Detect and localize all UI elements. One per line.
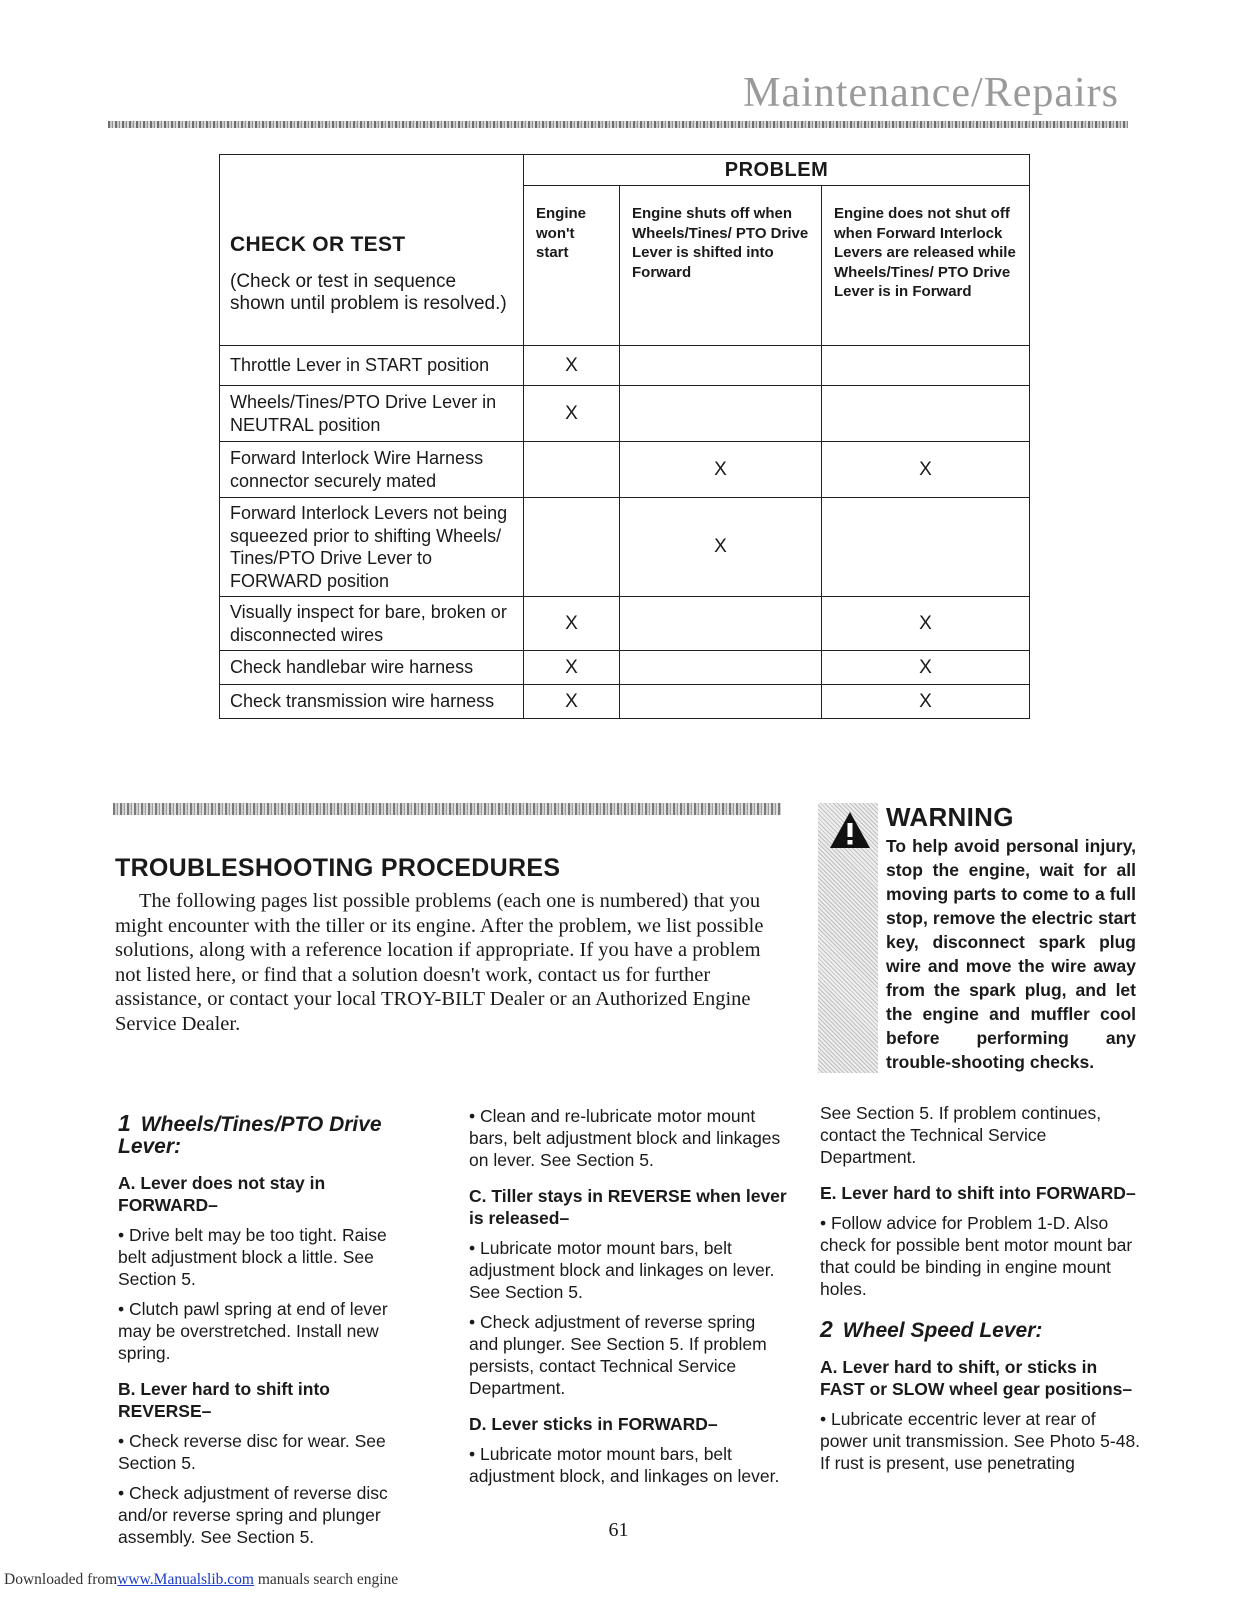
solution-item: See Section 5. If problem continues, contact the Technical Service Department. — [820, 1103, 1102, 1167]
footer-prefix: Downloaded from — [4, 1571, 118, 1588]
subproblem-title: B. Lever hard to shift into REVERSE– — [118, 1379, 330, 1421]
row-label: Forward Interlock Levers not being squeezed prior to shifting Wheels/ Tines/PTO Drive Lever to FORWARD position — [220, 498, 524, 597]
column-header: Engine won't start — [524, 186, 620, 346]
check-or-test-header — [220, 155, 524, 346]
problem-title: Wheel Speed Lever: — [842, 1319, 1043, 1342]
table-row — [220, 597, 1030, 651]
intro-paragraph: The following pages list possible problems (each one is numbered) that you might encounter with the tiller or its engine. After the problem, we list possible solutions, along with a reference location if appropriate. If you have a problem not listed here, or find that a solution doesn't work, contact us for further assistance, or contact your local TROY-BILT Dealer or an Authorized Engine Service Dealer. — [115, 890, 764, 1035]
problem-title: Wheels/Tines/PTO Drive Lever: — [118, 1113, 382, 1158]
row-label: Check transmission wire harness — [220, 685, 524, 719]
check-mark: X — [524, 346, 620, 386]
subproblem-title: C. Tiller stays in REVERSE when lever is released– — [469, 1186, 787, 1228]
row-label: Check handlebar wire harness — [220, 651, 524, 685]
check-mark — [822, 498, 1030, 597]
table-row — [220, 386, 1030, 442]
check-mark — [524, 498, 620, 597]
check-mark: X — [822, 685, 1030, 719]
page-header-title: Maintenance/Repairs — [743, 70, 1119, 116]
check-mark — [620, 685, 822, 719]
solution-item: • Clutch pawl spring at end of lever may be overstretched. Install new spring. — [118, 1299, 388, 1363]
problem-number: 1 — [118, 1110, 131, 1136]
footer-suffix: manuals search engine — [253, 1571, 399, 1588]
page-number: 61 — [608, 1519, 629, 1541]
header-divider — [108, 121, 1128, 128]
check-mark — [620, 386, 822, 442]
download-footer — [4, 1571, 398, 1589]
column-1 — [118, 1112, 418, 1556]
check-mark: X — [524, 597, 620, 651]
table-row — [220, 685, 1030, 719]
row-label: Wheels/Tines/PTO Drive Lever in NEUTRAL position — [220, 386, 524, 442]
solution-item: • Lubricate eccentric lever at rear of power unit transmission. See Photo 5-48. If rust is present, use penetrating — [820, 1409, 1141, 1473]
solution-item: • Drive belt may be too tight. Raise belt adjustment block a little. See Section 5. — [118, 1225, 387, 1289]
check-mark: X — [524, 685, 620, 719]
check-mark — [822, 386, 1030, 442]
row-label: Throttle Lever in START position — [220, 346, 524, 386]
problem-header: PROBLEM — [524, 155, 1030, 186]
check-mark: X — [524, 651, 620, 685]
row-label: Visually inspect for bare, broken or disconnected wires — [220, 597, 524, 651]
table-row — [220, 498, 1030, 597]
table-row — [220, 442, 1030, 498]
check-mark: X — [822, 651, 1030, 685]
manualslib-link[interactable]: www.Manualslib.com — [117, 1571, 254, 1588]
check-or-test-title: CHECK OR TEST — [230, 233, 406, 257]
column-header: Engine does not shut off when Forward Interlock Levers are released while Wheels/Tines/ PTO Drive Lever is in Forward — [822, 186, 1030, 346]
check-mark — [620, 597, 822, 651]
warning-triangle-icon — [828, 810, 872, 850]
problem-number: 2 — [820, 1316, 833, 1342]
warning-body: To help avoid personal injury, stop the engine, wait for all moving parts to come to a full stop, remove the electric start key, disconnect spark plug wire and move the wire away from the spark plug, and let the engine and muffler cool before performing any trouble-shooting checks. — [886, 836, 1136, 1072]
section-title: TROUBLESHOOTING PROCEDURES — [115, 854, 561, 882]
table-row — [220, 651, 1030, 685]
column-3 — [820, 1102, 1142, 1482]
check-test-table — [219, 154, 1030, 719]
subproblem-title: E. Lever hard to shift into FORWARD– — [820, 1183, 1136, 1203]
solution-item: • Clean and re-lubricate motor mount bars, belt adjustment block and linkages on lever. See Section 5. — [469, 1106, 781, 1170]
problem-2-heading — [820, 1318, 1142, 1342]
column-2 — [469, 1105, 789, 1495]
check-or-test-note: (Check or test in sequence shown until problem is resolved.) — [230, 271, 507, 314]
solution-item: • Follow advice for Problem 1-D. Also check for possible bent motor mount bar that could be binding in engine mount holes. — [820, 1213, 1133, 1299]
subproblem-title: A. Lever hard to shift, or sticks in FAST or SLOW wheel gear positions– — [820, 1357, 1133, 1399]
row-label: Forward Interlock Wire Harness connector securely mated — [220, 442, 524, 498]
check-mark: X — [524, 386, 620, 442]
solution-item: • Check reverse disc for wear. See Section 5. — [118, 1431, 386, 1473]
solution-item: • Check adjustment of reverse disc and/or reverse spring and plunger assembly. See Section 5. — [118, 1483, 388, 1547]
solution-item: • Lubricate motor mount bars, belt adjustment block, and linkages on lever. — [469, 1444, 780, 1486]
solution-item: • Check adjustment of reverse spring and plunger. See Section 5. If problem persists, contact Technical Service Department. — [469, 1312, 767, 1398]
warning-title: WARNING — [886, 802, 1014, 832]
subproblem-title: D. Lever sticks in FORWARD– — [469, 1414, 718, 1434]
check-mark — [620, 651, 822, 685]
check-mark: X — [620, 498, 822, 597]
problem-1-heading — [118, 1112, 418, 1158]
check-mark: X — [822, 442, 1030, 498]
check-mark — [822, 346, 1030, 386]
column-header: Engine shuts off when Wheels/Tines/ PTO Drive Lever is shifted into Forward — [620, 186, 822, 346]
solution-item: • Lubricate motor mount bars, belt adjustment block and linkages on lever. See Section 5. — [469, 1238, 775, 1302]
check-mark — [620, 346, 822, 386]
section-divider — [113, 803, 781, 815]
table-row — [220, 346, 1030, 386]
check-mark — [524, 442, 620, 498]
check-mark: X — [822, 597, 1030, 651]
subproblem-title: A. Lever does not stay in FORWARD– — [118, 1173, 326, 1215]
check-mark: X — [620, 442, 822, 498]
